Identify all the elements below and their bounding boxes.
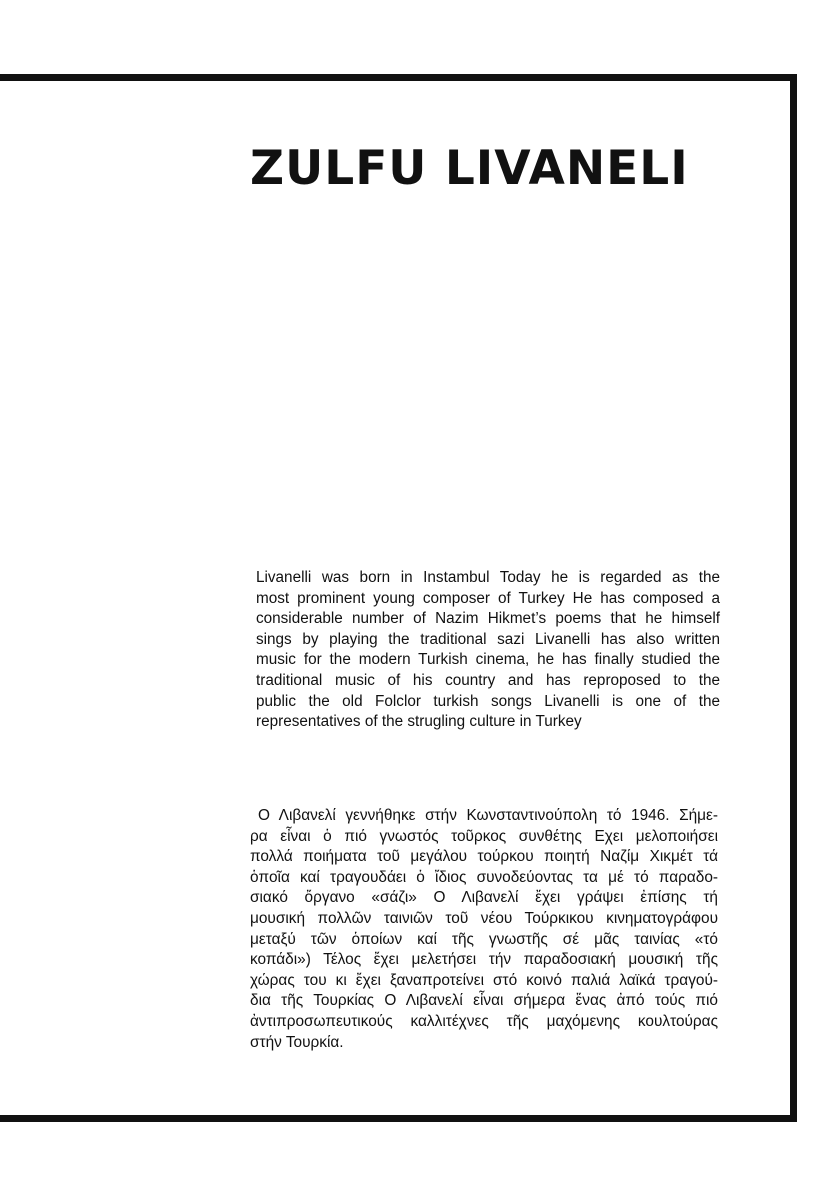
greek-line-7: μεταξύ τῶν ὁποίων καί τῆς γνωστῆς σέ μᾶς ταινίας «τό: [250, 930, 718, 948]
greek-line-8: κοπάδι») Τέλος ἔχει μελετήσει τήν παραδοσιακή μουσική τῆς: [250, 951, 718, 969]
english-line-8: representatives of the strugling culture in Turkey: [256, 713, 582, 731]
english-line-7: public the old Folclor turkish songs Livanelli is one of the: [256, 692, 720, 710]
english-line-2: most prominent young composer of Turkey He has composed a: [256, 589, 720, 607]
greek-line-12: στήν Τουρκία.: [250, 1033, 344, 1051]
page-title: ZULFU LIVANELI: [250, 141, 689, 196]
english-line-1: Livanelli was born in Instambul Today he is regarded as the: [256, 569, 720, 586]
english-line-3: considerable number of Nazim Hikmet’s poems that he himself: [256, 610, 720, 628]
english-line-4: sings by playing the traditional sazi Livanelli has also written: [256, 630, 720, 648]
greek-line-2: ρα εἶναι ὁ πιό γνωστός τοῦρκος συνθέτης Εχει μελοποιήσει: [250, 827, 718, 845]
english-biography-paragraph: [256, 568, 720, 733]
english-line-5: music for the modern Turkish cinema, he has finally studied the: [256, 651, 720, 669]
greek-line-4: ὁποῖα καί τραγουδάει ὁ ἴδιος συνοδεύοντας τα μέ τό παραδο-: [250, 868, 718, 886]
greek-line-11: ἀντιπροσωπευτικούς καλλιτέχνες τῆς μαχόμενης κουλτούρας: [250, 1012, 718, 1030]
english-line-6: traditional music of his country and has reproposed to the: [256, 671, 720, 689]
greek-line-9: χώρας του κι ἔχει ξαναπροτείνει στό κοινό παλιά λαϊκά τραγού-: [250, 971, 718, 989]
greek-line-3: πολλά ποιήματα τοῦ μεγάλου τούρκου ποιητή Ναζίμ Χικμέτ τά: [250, 848, 718, 866]
greek-line-6: μουσική πολλῶν ταινιῶν τοῦ νέου Τούρκικου κινηματογράφου: [250, 909, 718, 927]
greek-biography-paragraph: [250, 806, 718, 1053]
greek-line-5: σιακό ὄργανο «σάζι» Ο Λιβανελί ἔχει γράψει ἐπίσης τή: [250, 889, 718, 907]
greek-line-1: Ο Λιβανελί γεννήθηκε στήν Κωνσταντινούπολη τό 1946. Σήμε-: [258, 807, 718, 824]
greek-line-10: δια τῆς Τουρκίας Ο Λιβανελί εἶναι σήμερα ἕνας ἀπό τούς πιό: [250, 992, 718, 1010]
